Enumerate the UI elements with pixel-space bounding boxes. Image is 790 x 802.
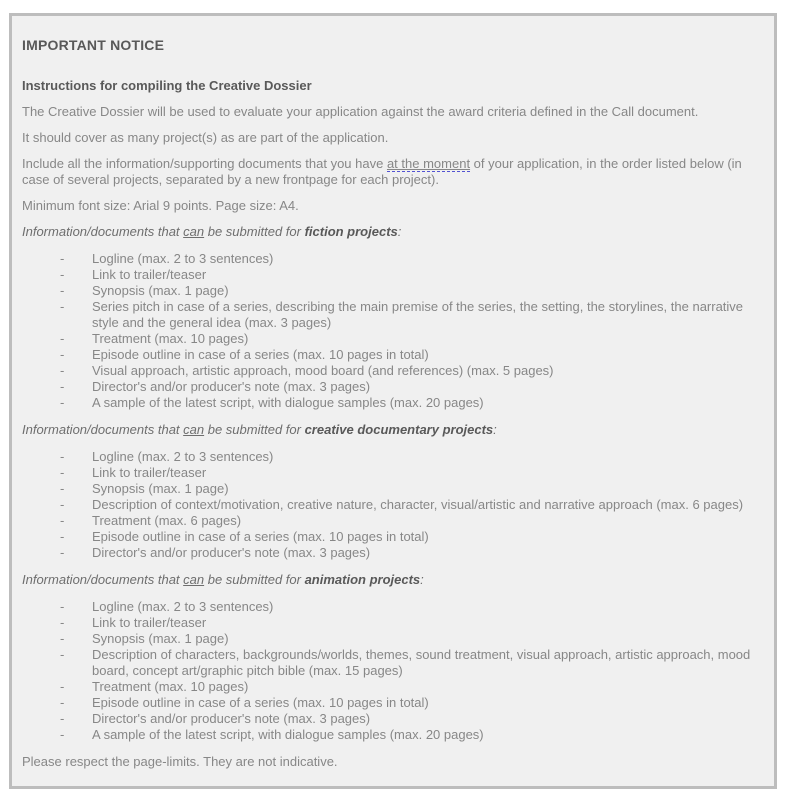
list-item-marker: - <box>60 711 65 726</box>
document-list-2 <box>22 599 764 743</box>
list-item-text: Link to trailer/teaser <box>92 267 207 282</box>
list-item-marker: - <box>60 299 65 314</box>
list-item-marker: - <box>60 465 65 480</box>
header-underlined-word: can <box>183 224 205 239</box>
project-sections <box>22 224 764 743</box>
section-header-1 <box>22 422 764 438</box>
list-item <box>22 283 764 299</box>
paragraph-include <box>22 156 764 188</box>
list-item-marker: - <box>60 727 65 742</box>
list-item <box>22 379 764 395</box>
list-item-marker: - <box>60 481 65 496</box>
list-item-text: Director's and/or producer's note (max. 3 pages) <box>92 379 371 394</box>
header-suffix: : <box>397 224 402 239</box>
list-item <box>22 529 764 545</box>
list-item-text: Synopsis (max. 1 page) <box>92 481 229 496</box>
list-item <box>22 513 764 529</box>
list-item-text: Series pitch in case of a series, describing the main premise of the series, the setting, the storylines, the narrative style and the general idea (max. 3 pages) <box>92 299 744 330</box>
list-item <box>22 497 764 513</box>
list-item-text: Synopsis (max. 1 page) <box>92 631 229 646</box>
list-item <box>22 615 764 631</box>
list-item <box>22 711 764 727</box>
list-item <box>22 631 764 647</box>
paragraph-format-requirements: Minimum font size: Arial 9 points. Page size: A4. <box>22 198 299 213</box>
header-middle: be submitted for <box>204 572 305 587</box>
list-item <box>22 267 764 283</box>
header-underlined-word: can <box>183 572 205 587</box>
instructions-heading: Instructions for compiling the Creative Dossier <box>22 78 312 93</box>
section-header-0 <box>22 224 764 240</box>
list-item <box>22 481 764 497</box>
list-item <box>22 395 764 411</box>
section-header-2 <box>22 572 764 588</box>
list-item-marker: - <box>60 283 65 298</box>
list-item <box>22 331 764 347</box>
header-prefix: Information/documents that <box>22 224 184 239</box>
header-middle: be submitted for <box>204 422 305 437</box>
list-item-text: Logline (max. 2 to 3 sentences) <box>92 449 274 464</box>
list-item-marker: - <box>60 695 65 710</box>
include-text-after: of your application, in the order listed below (in case of several projects, separated by a new frontpage for each project). <box>22 156 742 187</box>
list-item <box>22 545 764 561</box>
list-item-marker: - <box>60 449 65 464</box>
list-item-marker: - <box>60 615 65 630</box>
list-item <box>22 251 764 267</box>
list-item-text: Treatment (max. 10 pages) <box>92 331 249 346</box>
list-item <box>22 695 764 711</box>
list-item-text: A sample of the latest script, with dialogue samples (max. 20 pages) <box>92 727 484 742</box>
list-item-marker: - <box>60 497 65 512</box>
header-suffix: : <box>420 572 424 587</box>
list-item-marker: - <box>60 513 65 528</box>
list-item-marker: - <box>60 363 65 378</box>
list-item <box>22 449 764 465</box>
list-item <box>22 465 764 481</box>
header-project-type: fiction projects <box>304 224 398 239</box>
list-item-text: Treatment (max. 10 pages) <box>92 679 249 694</box>
list-item-text: Director's and/or producer's note (max. 3 pages) <box>92 545 371 560</box>
list-item-marker: - <box>60 647 65 662</box>
list-item <box>22 363 764 379</box>
grammar-marked-phrase: at the moment <box>386 156 471 171</box>
list-item-text: Treatment (max. 6 pages) <box>92 513 242 528</box>
list-item-text: Director's and/or producer's note (max. 3 pages) <box>92 711 371 726</box>
list-item <box>22 679 764 695</box>
list-item-marker: - <box>60 545 65 560</box>
list-item-marker: - <box>60 267 65 282</box>
list-item <box>22 299 764 331</box>
paragraph-coverage: It should cover as many project(s) as are part of the application. <box>22 130 389 145</box>
header-project-type: animation projects <box>304 572 421 587</box>
list-item-text: A sample of the latest script, with dialogue samples (max. 20 pages) <box>92 395 484 410</box>
list-item-marker: - <box>60 251 65 266</box>
list-item-text: Synopsis (max. 1 page) <box>92 283 229 298</box>
list-item-marker: - <box>60 679 65 694</box>
list-item-marker: - <box>60 599 65 614</box>
header-prefix: Information/documents that <box>22 572 184 587</box>
list-item-text: Description of context/motivation, creative nature, character, visual/artistic and narrative approach (max. 6 pages) <box>92 497 744 512</box>
header-project-type: creative documentary projects <box>304 422 494 437</box>
document-list-0 <box>22 251 764 411</box>
important-notice-box <box>9 13 777 789</box>
header-prefix: Information/documents that <box>22 422 184 437</box>
list-item <box>22 727 764 743</box>
list-item <box>22 347 764 363</box>
list-item-text: Link to trailer/teaser <box>92 465 207 480</box>
include-text-before: Include all the information/supporting documents that you have <box>22 156 387 171</box>
list-item-text: Logline (max. 2 to 3 sentences) <box>92 251 274 266</box>
list-item-marker: - <box>60 631 65 646</box>
header-middle: be submitted for <box>204 224 305 239</box>
document-list-1 <box>22 449 764 561</box>
list-item-marker: - <box>60 347 65 362</box>
list-item-text: Episode outline in case of a series (max. 10 pages in total) <box>92 347 429 362</box>
list-item-marker: - <box>60 395 65 410</box>
paragraph-page-limits: Please respect the page-limits. They are not indicative. <box>22 754 338 769</box>
notice-title: IMPORTANT NOTICE <box>22 37 165 53</box>
list-item-marker: - <box>60 529 65 544</box>
list-item <box>22 647 764 679</box>
header-underlined-word: can <box>183 422 205 437</box>
list-item-text: Link to trailer/teaser <box>92 615 207 630</box>
list-item-text: Logline (max. 2 to 3 sentences) <box>92 599 274 614</box>
list-item-text: Visual approach, artistic approach, mood board (and references) (max. 5 pages) <box>92 363 554 378</box>
header-suffix: : <box>493 422 497 437</box>
paragraph-evaluation: The Creative Dossier will be used to evaluate your application against the award criteria defined in the Call document. <box>22 104 699 119</box>
list-item-text: Description of characters, backgrounds/worlds, themes, sound treatment, visual approach, artistic approach, mood board, concept art/graphic pitch bible (max. 15 pages) <box>92 647 751 678</box>
list-item-text: Episode outline in case of a series (max. 10 pages in total) <box>92 695 429 710</box>
list-item <box>22 599 764 615</box>
list-item-marker: - <box>60 379 65 394</box>
list-item-text: Episode outline in case of a series (max. 10 pages in total) <box>92 529 429 544</box>
list-item-marker: - <box>60 331 65 346</box>
